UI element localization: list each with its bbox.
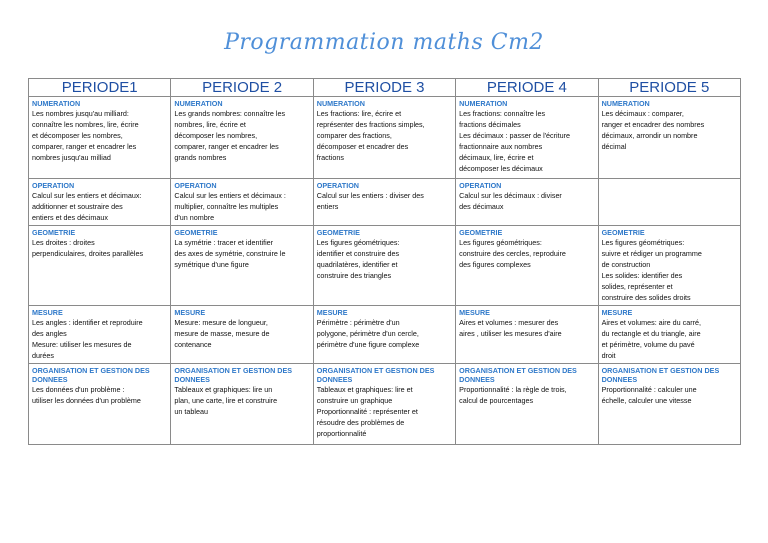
table-cell (29, 306, 171, 364)
section-label: NUMERATION (174, 99, 223, 108)
section-label: GEOMETRIE (601, 228, 645, 237)
table-cell (29, 364, 171, 445)
table-cell (456, 226, 598, 306)
section-label: OPERATION (316, 181, 359, 190)
section-label: ORGANISATION ET GESTION DES DONNEES (174, 366, 293, 384)
cell-text: Aires et volumes : mesurer des aires , utiliser les mesures d'aire (459, 318, 562, 338)
cell-text: Les nombres jusqu'au milliard: connaître les nombres, lire, écrire et décomposer les nombres, comparer, ranger et encadrer les nombres jusqu'au milliad (32, 109, 139, 162)
operation-row (29, 179, 741, 226)
cell-text: Aires et volumes: aire du carré, du rectangle et du triangle, aire et périmètre, volume du pavé droit (601, 318, 702, 360)
table-cell (598, 306, 740, 364)
cell-text: Mesure: mesure de longueur, mesure de masse, mesure de contenance (174, 318, 270, 349)
cell-text: Tableaux et graphiques: lire un plan, une carte, lire et construire un tableau (174, 385, 278, 416)
cell-text: Les fractions: lire, écrire et représenter des fractions simples, comparer des fractions, décomposer et encadrer des fractions (316, 109, 425, 162)
section-label: ORGANISATION ET GESTION DES DONNEES (459, 366, 577, 384)
cell-text: Les figures géométriques: identifier et construire des quadrilatères, identifier et construire des triangles (316, 238, 400, 280)
section-label: MESURE (601, 308, 633, 317)
table-cell (29, 226, 171, 306)
period-header-row (29, 79, 741, 97)
table-cell (456, 306, 598, 364)
cell-text: La symétrie : tracer et identifier des axes de symétrie, construire le symétrique d'une figure (174, 238, 286, 269)
period-header: PERIODE 3 (313, 79, 455, 97)
cell-text: Calcul sur les entiers : diviser des entiers (316, 191, 424, 211)
cell-text: Proportionnalité : la règle de trois, calcul de pourcentages (459, 385, 567, 405)
cell-text: Les grands nombres: connaître les nombres, lire, écrire et décomposer les nombres, comparer, ranger et encadrer les grands nombres (174, 109, 286, 162)
section-label: MESURE (316, 308, 348, 317)
section-label: OPERATION (459, 181, 502, 190)
cell-text: Les figures géométriques: suivre et rédiger un programme de construction Les solides: identifier des solides, représenter et construire des solides droits (601, 238, 702, 302)
cell-text: Calcul sur les entiers et décimaux: additionner et soustraire des entiers et des décimaux (32, 191, 142, 222)
table-cell (171, 97, 313, 179)
period-header: PERIODE1 (29, 79, 171, 97)
section-label: NUMERATION (316, 99, 365, 108)
section-label: OPERATION (32, 181, 75, 190)
table-cell (171, 364, 313, 445)
section-label: OPERATION (174, 181, 217, 190)
cell-text: Les décimaux : comparer, ranger et encadrer des nombres décimaux, arrondir un nombre décimal (601, 109, 705, 151)
mesure-row (29, 306, 741, 364)
table-cell (313, 226, 455, 306)
cell-text: Tableaux et graphiques: lire et construire un graphique Proportionnalité : représenter et résoudre des problèmes de proportionnalité (316, 385, 418, 438)
cell-text: Les figures géométriques: construire des cercles, reproduire des figures complexes (459, 238, 566, 269)
cell-text: Les fractions: connaître les fractions décimales Les décimaux : passer de l'écriture fractionnaire aux nombres décimaux, lire, écrire et décomposer les décimaux (459, 109, 571, 173)
section-label: NUMERATION (601, 99, 650, 108)
section-label: NUMERATION (459, 99, 508, 108)
period-header: PERIODE 5 (598, 79, 740, 97)
programmation-table (28, 78, 741, 445)
section-label: ORGANISATION ET GESTION DES DONNEES (316, 366, 435, 384)
table-cell-empty (598, 179, 740, 226)
page-title: Programmation maths Cm2 (224, 30, 544, 55)
numeration-row (29, 97, 741, 179)
table-cell (598, 97, 740, 179)
cell-text: Calcul sur les décimaux : diviser des décimaux (459, 191, 562, 211)
section-label: MESURE (459, 308, 490, 317)
section-label: GEOMETRIE (316, 228, 360, 237)
cell-text: Les données d'un problème : utiliser les données d'un problème (32, 385, 141, 405)
table-cell (29, 97, 171, 179)
section-label: GEOMETRIE (459, 228, 503, 237)
cell-text: Les droites : droites perpendiculaires, droites parallèles (32, 238, 144, 258)
table-cell (29, 179, 171, 226)
section-label: NUMERATION (32, 99, 81, 108)
table-cell (313, 179, 455, 226)
cell-text: Calcul sur les entiers et décimaux : multiplier, connaître les multiples d'un nombre (174, 191, 286, 222)
cell-text: Proportionnalité : calculer une échelle, calculer une vitesse (601, 385, 697, 405)
section-label: MESURE (174, 308, 206, 317)
table-cell (171, 179, 313, 226)
table-cell (598, 364, 740, 445)
table-cell (313, 306, 455, 364)
section-label: MESURE (32, 308, 63, 317)
table-cell (598, 226, 740, 306)
table-cell (171, 306, 313, 364)
section-label: ORGANISATION ET GESTION DES DONNEES (32, 366, 150, 384)
table-cell (456, 179, 598, 226)
donnees-row (29, 364, 741, 445)
section-label: ORGANISATION ET GESTION DES DONNEES (601, 366, 720, 384)
cell-text: Les angles : identifier et reproduire des angles Mesure: utiliser les mesures de durées (32, 318, 143, 360)
geometrie-row (29, 226, 741, 306)
cell-text: Périmètre : périmètre d'un polygone, périmètre d'un cercle, périmètre d'une figure complexe (316, 318, 420, 349)
table-cell (313, 364, 455, 445)
period-header: PERIODE 2 (171, 79, 313, 97)
section-label: GEOMETRIE (32, 228, 76, 237)
table-cell (456, 97, 598, 179)
table-cell (456, 364, 598, 445)
table-cell (313, 97, 455, 179)
period-header: PERIODE 4 (456, 79, 598, 97)
section-label: GEOMETRIE (174, 228, 218, 237)
table-cell (171, 226, 313, 306)
